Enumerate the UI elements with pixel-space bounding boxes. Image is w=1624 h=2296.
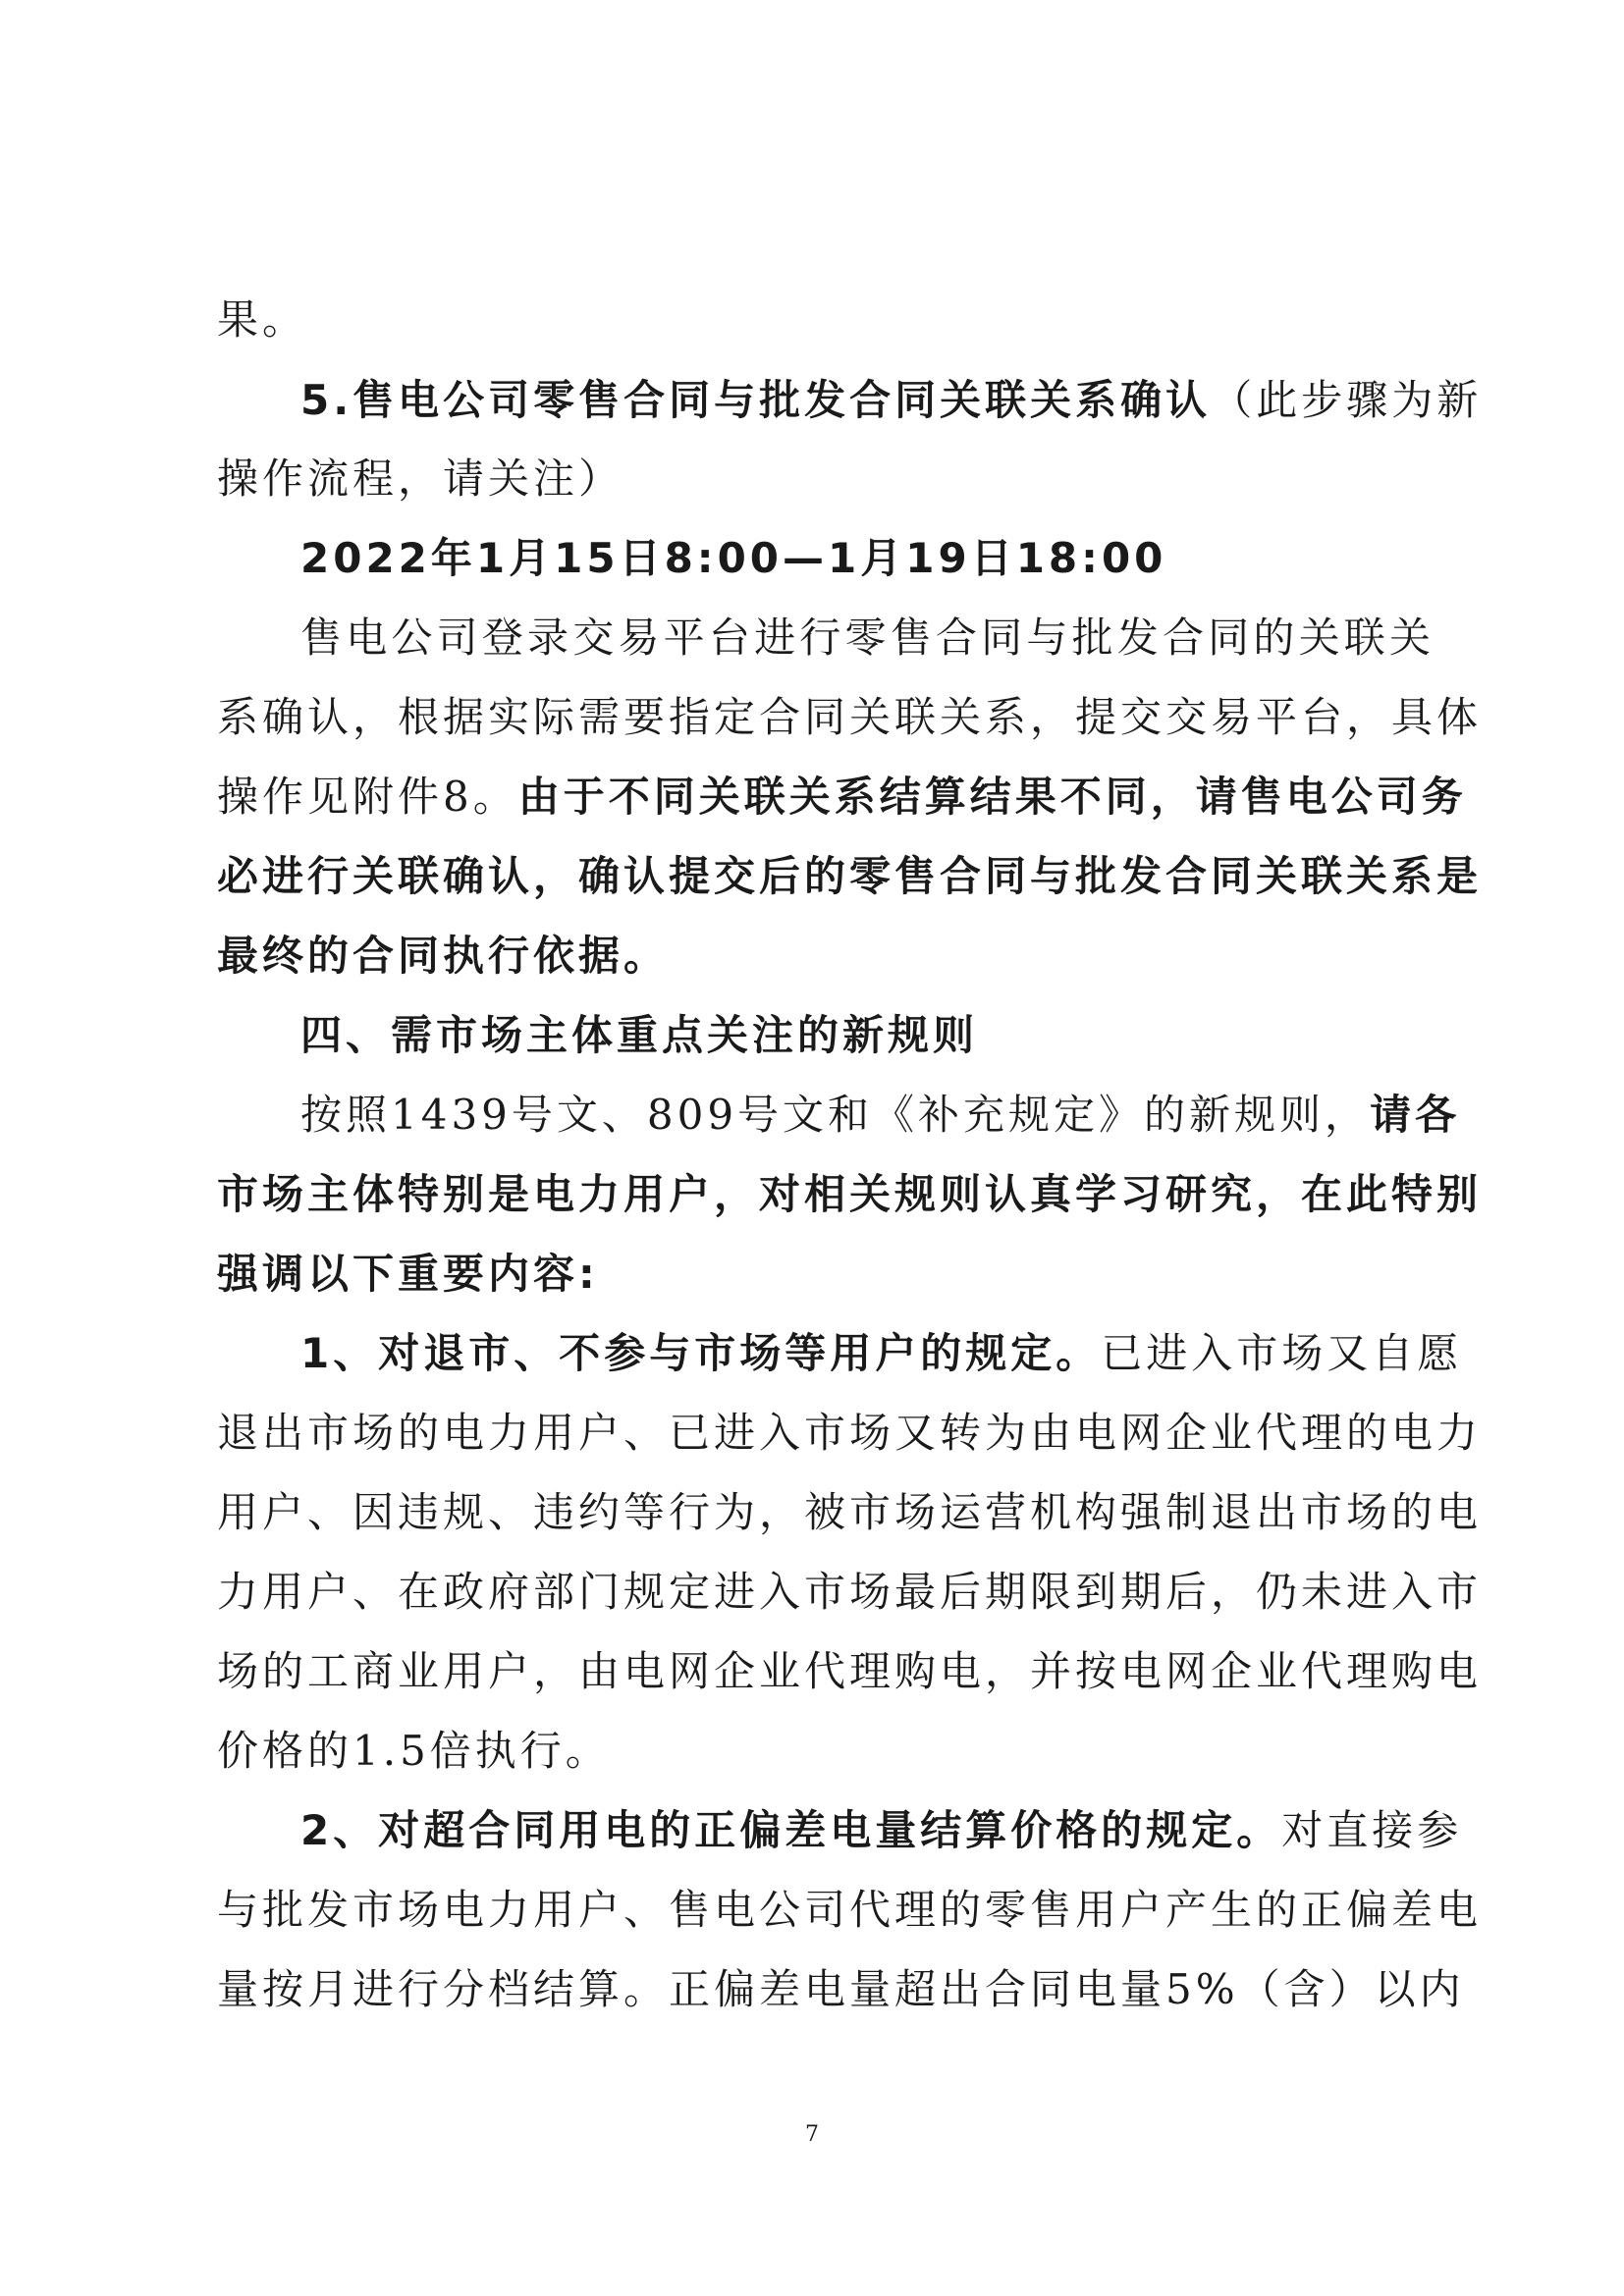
schedule-date: 2022年1月15日8:00—1月19日18:00 [300,534,1167,582]
emphasis-line: 最终的合同执行依据。 [217,932,670,980]
section-4-heading: 四、需市场主体重点关注的新规则 [300,1011,979,1059]
text-line: 场的工商业用户，由电网企业代理购电，并按电网企业代理购电 [217,1647,1483,1695]
emphasis-text: 由于不同关联关系结算结果不同，请售电公司务 [517,773,1467,821]
text-line: 与批发市场电力用户、售电公司代理的零售用户产生的正偏差电 [217,1886,1483,1934]
emphasis-line: 市场主体特别是电力用户，对相关规则认真学习研究，在此特别 [217,1170,1483,1218]
emphasis-line: 必进行关联确认，确认提交后的零售合同与批发合同关联关系是 [217,852,1483,900]
rule-1-title: 1、对退市、不参与市场等用户的规定。 [300,1329,1102,1377]
section-5-heading: 5.售电公司零售合同与批发合同关联关系确认 [300,376,1212,424]
emphasis-text: 请各 [1370,1091,1461,1139]
text-line: 力用户、在政府部门规定进入市场最后期限到期后，仍未进入市 [217,1568,1483,1616]
rule-2: 2、对超合同用电的正偏差电量结算价格的规定。对直接参 [300,1806,1463,1854]
text-line: 操作流程，请关注） [217,454,624,503]
text-line: 价格的1.5倍执行。 [217,1727,611,1775]
text-line: 量按月进行分档结算。正偏差电量超出合同电量5%（含）以内 [217,1965,1465,2013]
text-line: 退出市场的电力用户、已进入市场又转为由电网企业代理的电力 [217,1409,1483,1457]
text-line: 按照1439号文、809号文和《补充规定》的新规则，请各 [300,1091,1461,1139]
emphasis-line: 强调以下重要内容: [217,1250,599,1298]
text-line: 操作见附件8。由于不同关联关系结算结果不同，请售电公司务 [217,773,1467,821]
text-line: 售电公司登录交易平台进行零售合同与批发合同的关联关 [300,614,1435,662]
section-5-title: 5.售电公司零售合同与批发合同关联关系确认（此步骤为新 [300,376,1483,424]
rule-1: 1、对退市、不参与市场等用户的规定。已进入市场又自愿 [300,1329,1463,1377]
text-line: 用户、因违规、违约等行为，被市场运营机构强制退出市场的电 [217,1488,1483,1536]
text-line: 系确认，根据实际需要指定合同关联关系，提交交易平台，具体 [217,693,1483,741]
page-number: 7 [805,2122,819,2147]
rule-2-title: 2、对超合同用电的正偏差电量结算价格的规定。 [300,1806,1282,1854]
text-line: 果。 [217,295,308,344]
